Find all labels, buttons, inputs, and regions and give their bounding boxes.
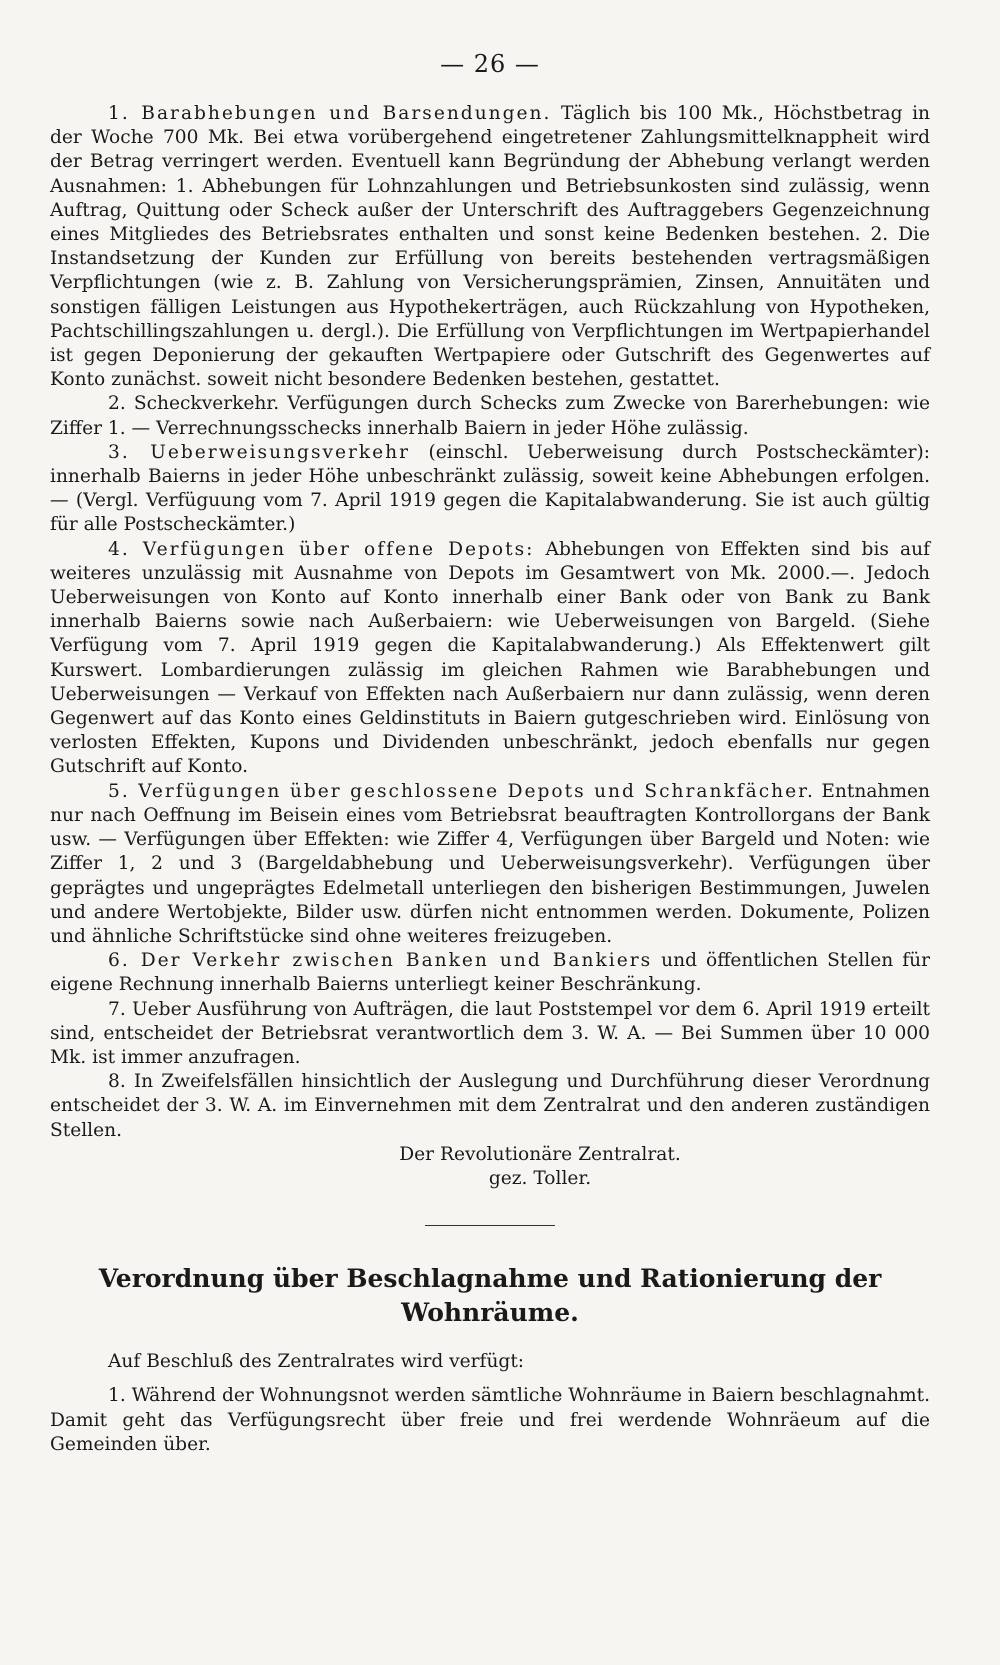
paragraph-text: Abhebungen von Effekten sind bis auf weiteres unzulässig mit Ausnahme von Depots im Gesamtwert von Mk. 2000.—. Jedoch Ueberweisungen von Konto auf Konto innerhalb einer Bank oder von Bank zu Bank innerhalb Baierns sowie nach Außerbaiern: wie Ueberweisungen von Bargeld. (Siehe Verfügung vom 7. April 1919 gegen die Kapitalabwanderung.) Als Effektenwert gilt Kurswert. Lombardierungen zulässig im gleichen Rahmen wie Barabhebungen und Ueberweisungen — Verkauf von Effekten nach Außerbaiern nur dann zulässig, wenn deren Gegenwert auf das Konto eines Geldinstituts in Baiern gutgeschrieben wird. Einlösung von verlosten Effekten, Kupons und Dividenden unbeschränkt, jedoch ebenfalls nur gegen Gutschrift auf Konto.: [50, 538, 930, 778]
paragraph-text: 7. Ueber Ausführung von Aufträgen, die laut Poststempel vor dem 6. April 1919 erteilt sind, entscheidet der Betriebsrat verantwortlich dem 3. W. A. — Bei Summen über 10 000 Mk. ist immer anzufragen.: [50, 998, 930, 1068]
paragraph-text: Täglich bis 100 Mk., Höchstbetrag in der Woche 700 Mk. Bei etwa vorübergehend eingetretener Zahlungsmittelknappheit wird der Betrag verringert werden. Eventuell kann Begründung der Abhebung verlangt werden Ausnahmen: 1. Abhebungen für Lohnzahlungen und Betriebsunkosten sind zulässig, wenn Auftrag, Quittung oder Scheck außer der Unterschrift des Auftraggebers Gegenzeichnung eines Mitgliedes des Betriebsrates enthalten und sonst keine Bedenken bestehen. 2. Die Instandsetzung der Kunden zur Erfüllung von bereits bestehenden vertragsmäßigen Verpflichtungen (wie z. B. Zahlung von Versicherungsprämien, Zinsen, Annuitäten und sonstigen fälligen Leistungen aus Hypothekerträgen, auch Rückzahlung von Hypotheken, Pachtschillingszahlungen u. dergl.). Die Erfüllung von Verpflichtungen im Wertpapierhandel ist gegen Deponierung der gekauften Wertpapiere oder Gutschrift des Gegenwertes auf Konto zunächst. soweit nicht besondere Bedenken bestehen, gestattet.: [50, 103, 931, 391]
paragraph-label: 6. Der Verkehr zwischen Banken und Bankiers: [108, 950, 653, 972]
paragraph-text: Verfügungen durch Schecks zum Zwecke von Barerhebungen: wie Ziffer 1. — Verrechnungsschecks innerhalb Baiern in jeder Höhe zulässig.: [50, 393, 930, 439]
signature-name: gez. Toller.: [488, 1167, 592, 1189]
paragraph-label: 2. Scheckverkehr.: [108, 393, 280, 415]
paragraph-label: 4. Verfügungen über offene Depots:: [108, 538, 535, 560]
section-divider: [425, 1225, 555, 1226]
decree-body: [50, 102, 930, 1143]
paragraph-1: [50, 102, 930, 392]
paragraph-label: 3. Ueberweisungsverkehr: [108, 441, 411, 463]
signature-block: [50, 1143, 930, 1191]
paragraph-3: [50, 441, 930, 538]
section-body: [50, 1350, 930, 1457]
paragraph-text: und öffentlichen Stellen für eigene Rechnung innerhalb Baierns unterliegt keiner Beschränkung.: [50, 950, 930, 996]
section-intro: Auf Beschluß des Zentralrates wird verfügt:: [108, 1351, 525, 1373]
section-title: Verordnung über Beschlagnahme und Rationierung der Wohnräume.: [98, 1264, 882, 1328]
paragraph-5: [50, 780, 930, 949]
paragraph-8: [50, 1070, 930, 1143]
signature-organization: Der Revolutionäre Zentralrat.: [399, 1143, 681, 1165]
paragraph-label: 5. Verfügungen über geschlossene Depots und Schrankfächer.: [108, 780, 815, 802]
paragraph-text: Entnahmen nur nach Oeffnung im Beisein eines vom Betriebsrat beauftragten Kontrollorgans der Bank usw. — Verfügungen über Effekten: wie Ziffer 4, Verfügungen über Bargeld und Noten: wie Ziffer 1, 2 und 3 (Bargeldabhebung und Ueberweisungsverkehr). Verfügungen über geprägtes und ungeprägtes Edelmetall unterliegen den bisherigen Bestimmungen, Juwelen und andere Wertobjekte, Bilder usw. dürfen nicht entnommen werden. Dokumente, Polizen und ähnliche Schriftstücke sind ohne weiteres freizugeben.: [50, 780, 930, 947]
paragraph-4: [50, 538, 930, 780]
paragraph-text: (einschl. Ueberweisung durch Postscheckämter): innerhalb Baierns in jeder Höhe unbeschränkt zulässig, soweit keine Abhebungen erfolgen. — (Vergl. Verfüguung vom 7. April 1919 gegen die Kapitalabwanderung. Sie ist auch gültig für alle Postscheckämter.): [50, 441, 930, 536]
paragraph-2: [50, 392, 930, 440]
paragraph-text: 8. In Zweifelsfällen hinsichtlich der Auslegung und Durchführung dieser Verordnung entscheidet der 3. W. A. im Einvernehmen mit dem Zentralrat und den anderen zuständigen Stellen.: [50, 1071, 930, 1141]
paragraph-label: 1. Barabhebungen und Barsendungen.: [108, 103, 552, 124]
section-paragraph-1: 1. Während der Wohnungsnot werden sämtliche Wohnräume in Baiern beschlagnahmt. Damit geht das Verfügungsrecht über freie und frei werdende Wohnräeum auf die Gemeinden über.: [50, 1385, 930, 1455]
paragraph-7: [50, 998, 930, 1071]
page-number: — 26 —: [440, 50, 540, 78]
paragraph-6: [50, 949, 930, 997]
